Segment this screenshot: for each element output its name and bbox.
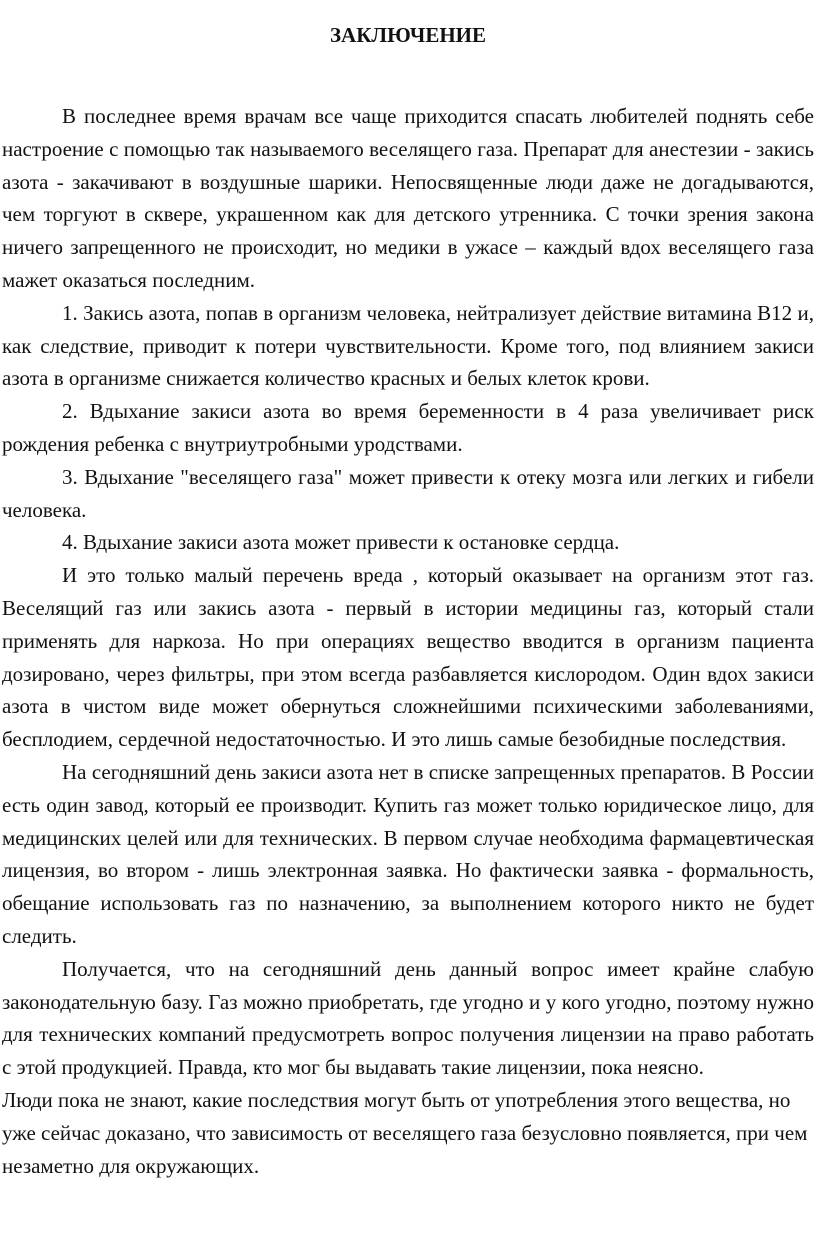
paragraph-item-2: 2. Вдыхание закиси азота во время беременности в 4 раза увеличивает риск рождения ребенка с внутриутробными уродствами. (2, 399, 814, 456)
document-body (2, 100, 814, 1182)
paragraph-legislation: Получается, что на сегодняшний день данный вопрос имеет крайне слабую законодательную базу. Газ можно приобретать, где угодно и у кого угодно, поэтому нужно для технических компаний предусмотреть вопрос получения лицензии на право работать с этой продукцией. Правда, кто мог бы выдавать такие лицензии, пока неясно. (2, 956, 814, 1080)
page-title: ЗАКЛЮЧЕНИЕ (329, 23, 487, 47)
paragraph-intro: В последнее время врачам все чаще приходится спасать любителей поднять себе настроение с помощью так называемого веселящего газа. Препарат для анестезии - закись азота - закачивают в воздушные шарики. Непосвященные люди даже не догадываются, чем торгуют в сквере, украшенном как для детского утренника. С точки зрения закона ничего запрещенного не происходит, но медики в ужасе – каждый вдох веселящего газа мажет оказаться последним. (2, 104, 814, 292)
paragraph-item-1: 1. Закись азота, попав в организм человека, нейтрализует действие витамина В12 и, как следствие, приводит к потери чувствительности. Кроме того, под влиянием закиси азота в организме снижается количество красных и белых клеток крови. (2, 300, 814, 391)
paragraph-conclusion: Люди пока не знают, какие последствия могут быть от употребления этого вещества, но уже сейчас доказано, что зависимость от веселящего газа безусловно появляется, при чем незаметно для окружающих. (2, 1087, 808, 1178)
paragraph-harm: И это только малый перечень вреда , который оказывает на организм этот газ. Веселящий газ или закись азота - первый в истории медицины газ, который стали применять для наркоза. Но при операциях вещество вводится в организм пациента дозировано, через фильтры, при этом всегда разбавляется кислородом. Один вдох закиси азота в чистом виде может обернуться сложнейшими психическими заболеваниями, бесплодием, сердечной недостаточностью. И это лишь самые безобидные последствия. (2, 563, 814, 752)
paragraph-regulation: На сегодняшний день закиси азота нет в списке запрещенных препаратов. В России есть один завод, который ее производит. Купить газ может только юридическое лицо, для медицинских целей или для технических. В первом случае необходима фармацевтическая лицензия, во втором - лишь электронная заявка. Но фактически заявка - формальность, обещание использовать газ по назначению, за выполнением которого никто не будет следить. (2, 759, 814, 948)
paragraph-item-4: 4. Вдыхание закиси азота может привести к остановке сердца. (62, 530, 620, 555)
paragraph-item-3: 3. Вдыхание "веселящего газа" может привести к отеку мозга или легких и гибели человека. (2, 464, 814, 522)
